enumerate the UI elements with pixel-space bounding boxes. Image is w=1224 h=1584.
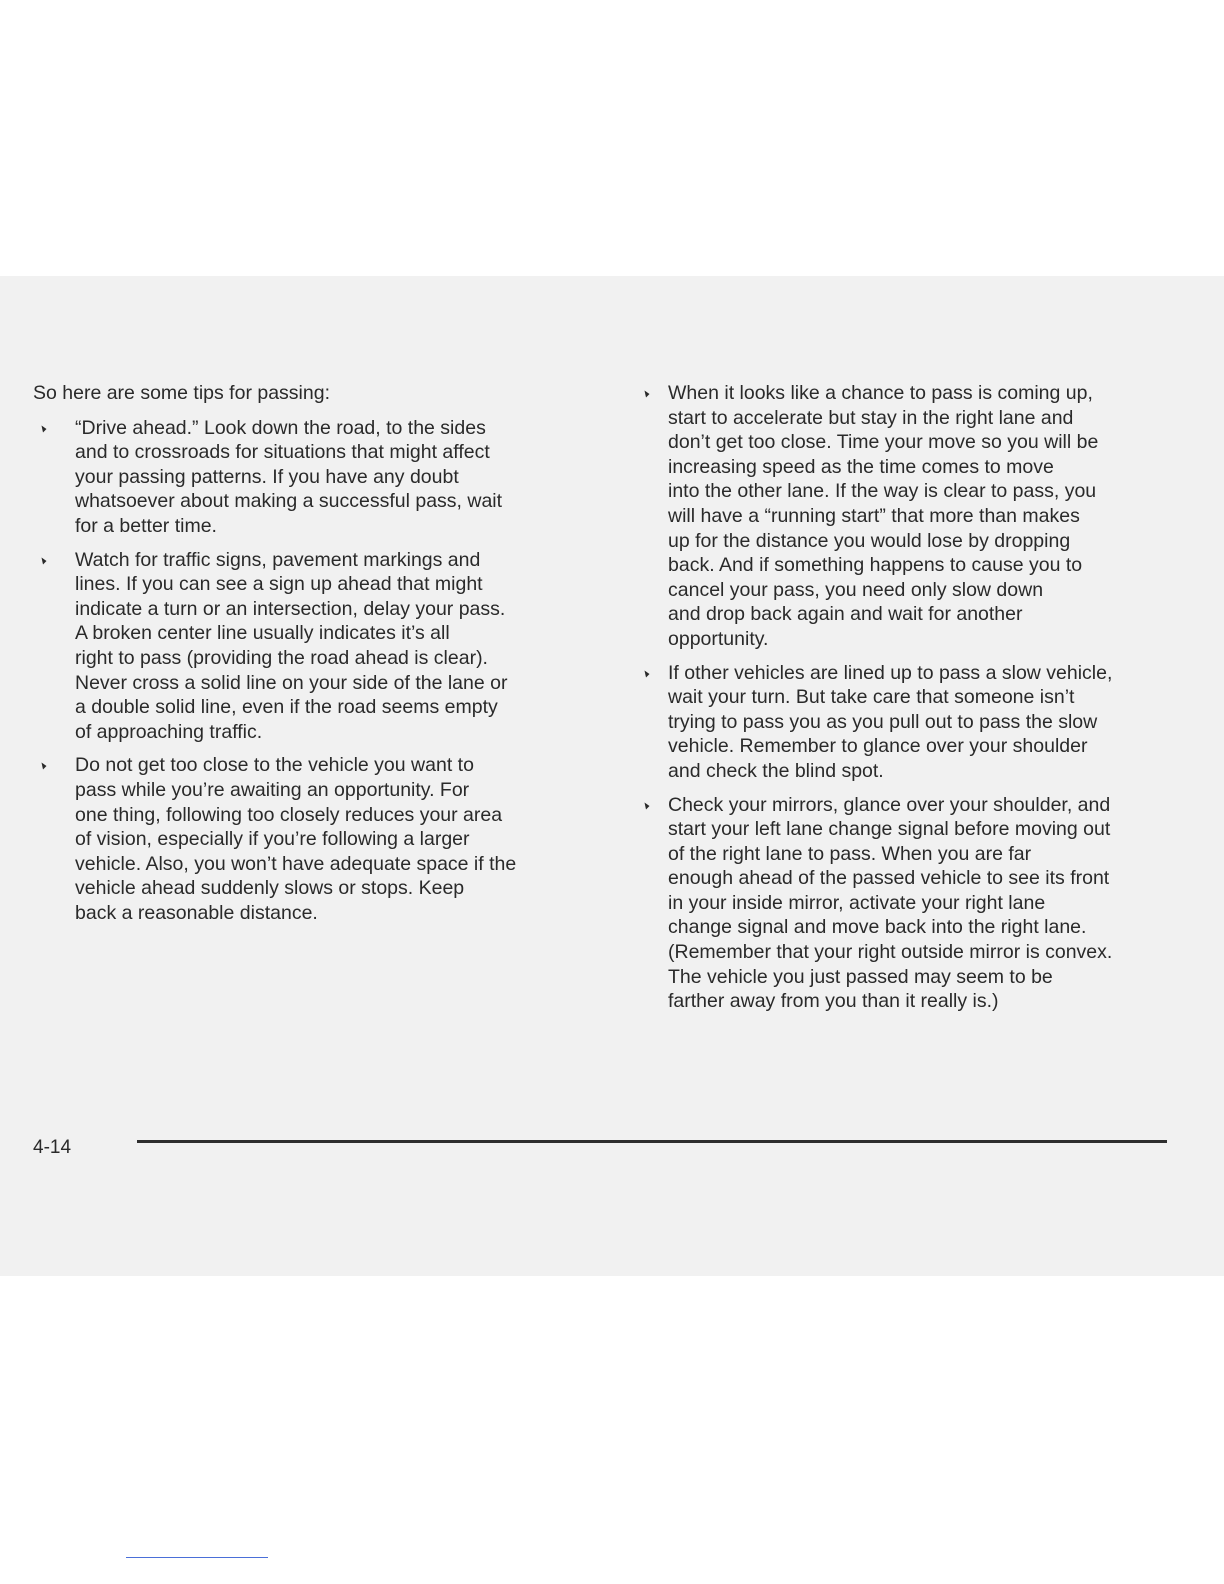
bullet-text-line: back a reasonable distance.: [75, 901, 318, 924]
bullet-text-line: for a better time.: [75, 514, 217, 537]
bullet-icon: [41, 425, 47, 433]
bullet-text-line: vehicle. Remember to glance over your shoulder: [668, 735, 1088, 758]
link-underline[interactable]: [126, 1557, 268, 1558]
bullet-text-line: (Remember that your right outside mirror is convex.: [668, 941, 1113, 964]
bullet-text-line: and to crossroads for situations that might affect: [75, 441, 490, 464]
bullet-text-line: pass while you’re awaiting an opportunity. For: [75, 778, 470, 801]
bullet-text-line: change signal and move back into the right lane.: [668, 916, 1087, 939]
intro-text: So here are some tips for passing:: [33, 382, 330, 404]
bullet-text-line: When it looks like a chance to pass is coming up,: [668, 382, 1093, 404]
bullet-text-line: in your inside mirror, activate your right lane: [668, 891, 1046, 914]
bullet-text-line: of approaching traffic.: [75, 720, 263, 743]
bullet-text-line: of vision, especially if you’re following a larger: [75, 828, 470, 851]
bullet-text-line: “Drive ahead.” Look down the road, to the sides: [75, 416, 486, 439]
bullet-text-line: start to accelerate but stay in the right lane and: [668, 406, 1074, 429]
bullet-item: [33, 548, 593, 745]
bullet-item: [33, 753, 593, 925]
bullet-text-line: start your left lane change signal before moving out: [668, 818, 1111, 841]
bullet-text-line: trying to pass you as you pull out to pass the slow: [668, 710, 1098, 733]
bullet-text-line: opportunity.: [668, 627, 769, 650]
bullet-text-line: increasing speed as the time comes to move: [668, 455, 1054, 478]
bullet-text-line: If other vehicles are lined up to pass a slow vehicle,: [668, 661, 1113, 684]
bullet-text-line: right to pass (providing the road ahead is clear).: [75, 646, 488, 669]
bullet-text-line: indicate a turn or an intersection, delay your pass.: [75, 597, 506, 620]
bullet-text-line: lines. If you can see a sign up ahead that might: [75, 573, 483, 596]
bullet-text-line: a double solid line, even if the road seems empty: [75, 696, 498, 719]
bullet-text-line: whatsoever about making a successful pass, wait: [75, 490, 503, 513]
bullet-text-line: Check your mirrors, glance over your shoulder, and: [668, 793, 1111, 816]
bullet-text-line: A broken center line usually indicates it’s all: [75, 622, 450, 645]
left-column: [33, 381, 593, 934]
bullet-item: [640, 661, 1180, 784]
bullet-text-line: farther away from you than it really is.): [668, 990, 999, 1013]
right-column: [640, 381, 1180, 1023]
bullet-icon: [644, 670, 650, 678]
bullet-text-line: into the other lane. If the way is clear to pass, you: [668, 480, 1097, 503]
bullet-item: [33, 416, 593, 539]
bullet-text-line: Watch for traffic signs, pavement markings and: [75, 548, 481, 571]
bullet-text-line: wait your turn. But take care that someone isn’t: [668, 686, 1075, 709]
bullet-text-line: your passing patterns. If you have any doubt: [75, 465, 459, 488]
bullet-text-line: will have a “running start” that more than makes: [668, 504, 1080, 527]
bullet-text-line: Never cross a solid line on your side of the lane or: [75, 671, 508, 694]
bullet-icon: [644, 802, 650, 810]
right-bullet-list: [640, 381, 1180, 1014]
bullet-text-line: up for the distance you would lose by dropping: [668, 529, 1071, 552]
bullet-text-line: The vehicle you just passed may seem to be: [668, 965, 1053, 988]
bullet-text-line: of the right lane to pass. When you are far: [668, 842, 1032, 865]
bullet-icon: [644, 390, 650, 398]
footer-rule: [137, 1140, 1167, 1143]
bullet-text-line: vehicle ahead suddenly slows or stops. Keep: [75, 877, 465, 900]
page-number: 4-14: [33, 1137, 72, 1158]
bullet-text-line: back. And if something happens to cause you to: [668, 554, 1083, 577]
bullet-text-line: vehicle. Also, you won’t have adequate space if the: [75, 852, 517, 875]
bullet-text-line: Do not get too close to the vehicle you want to: [75, 754, 474, 777]
bullet-icon: [41, 557, 47, 565]
bullet-text-line: enough ahead of the passed vehicle to see its front: [668, 867, 1110, 890]
bullet-text-line: don’t get too close. Time your move so you will be: [668, 431, 1099, 454]
bullet-text-line: and check the blind spot.: [668, 759, 884, 782]
left-bullet-list: [33, 416, 593, 926]
bullet-item: [640, 793, 1180, 1014]
bullet-text-line: cancel your pass, you need only slow down: [668, 578, 1044, 601]
bullet-text-line: one thing, following too closely reduces your area: [75, 803, 503, 826]
bullet-icon: [41, 762, 47, 770]
bullet-text-line: and drop back again and wait for another: [668, 603, 1023, 626]
bullet-item: [640, 381, 1180, 652]
